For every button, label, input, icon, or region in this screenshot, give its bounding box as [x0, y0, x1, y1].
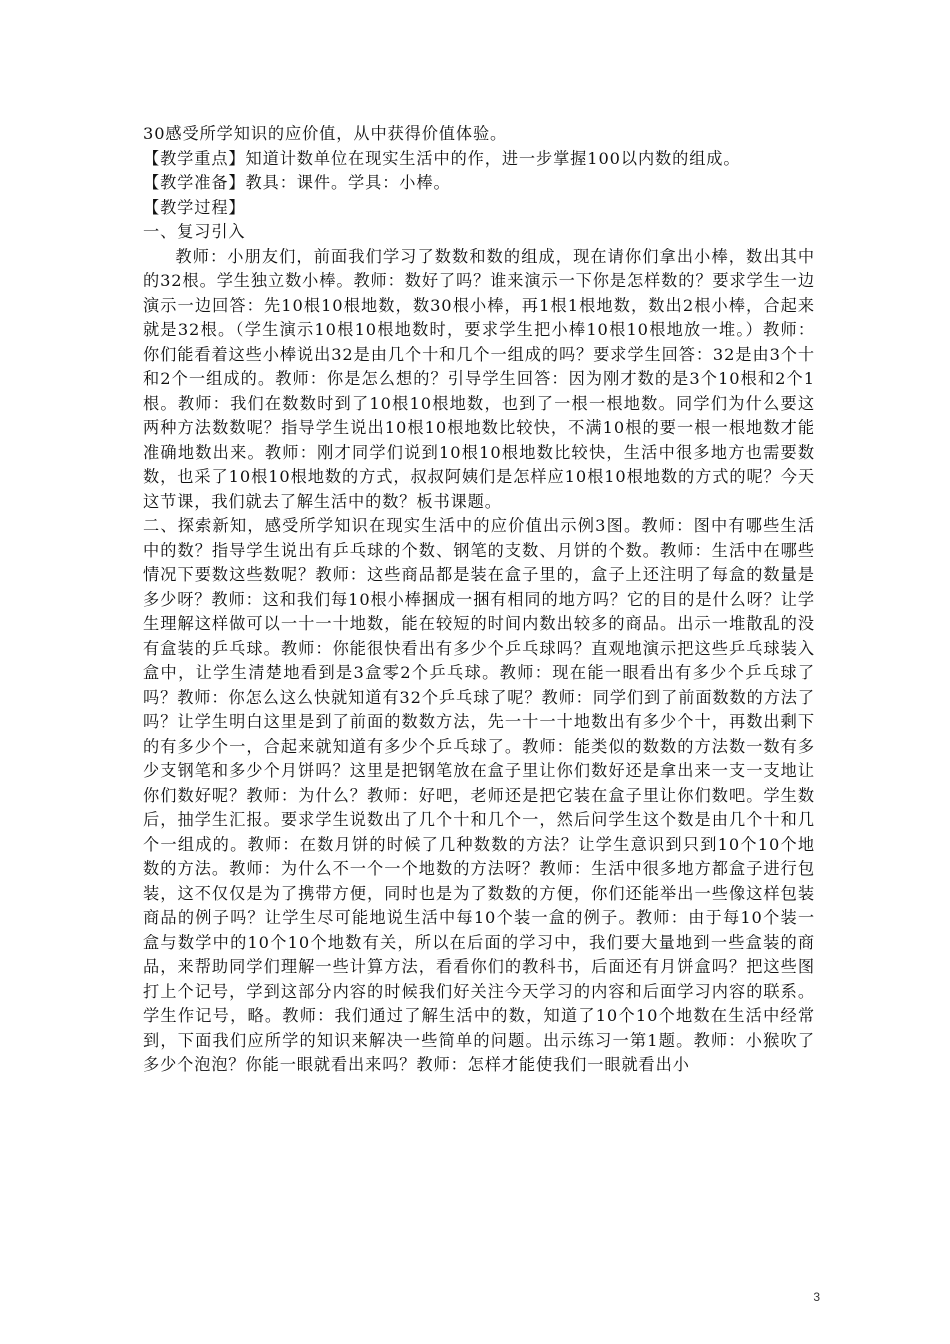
paragraph-goal-tail: 30感受所学知识的应价值，从中获得价值体验。 [143, 124, 508, 143]
document-body [143, 122, 815, 1078]
paragraph-key-points: 【教学重点】知道计数单位在现实生活中的作，进一步掌握100以内数的组成。 [143, 148, 741, 168]
page-number: 3 [813, 1290, 820, 1304]
paragraph-review-body: 教师：小朋友们，前面我们学习了数数和数的组成，现在请你们拿出小棒，数出其中的32根。学生独立数小棒。教师：数好了吗？谁来演示一下你是怎样数的？要求学生一边演示一边回答：先10根10根地数，数30根小棒，再1根1根地数，数出2根小棒，合起来就是32根。（学生演示10根10根地数时，要求学生把小棒10根10根地放一堆。）教师：你们能看着这些小棒说出32是由几个十和几个一组成的吗？要求学生回答：32是由3个十和2个一组成的。教师：你是怎么想的？引导学生回答：因为刚才数的是3个10根和2个1根。教师：我们在数数时到了10根10根地数，也到了一根一根地数。同学们为什么要这两种方法数数呢？指导学生说出10根10根地数比较快，不满10根的要一根一根地数才能准确地数出来。教师：刚才同学们说到10根10根地数比较快，生活中很多地方也需要数数，也采了10根10根地数的方式，叔叔阿姨们是怎样应10根10根地数的方式的呢？今天这节课，我们就去了解生活中的数？板书课题。 [143, 246, 815, 511]
paragraph-process-heading: 【教学过程】 [143, 197, 246, 217]
paragraph-explore-body: 二、探索新知，感受所学知识在现实生活中的应价值出示例3图。教师：图中有哪些生活中的数？指导学生说出有乒乓球的个数、钢笔的支数、月饼的个数。教师：生活中在哪些情况下要数这些数呢？教师：这些商品都是装在盒子里的，盒子上还注明了每盒的数量是多少呀？教师：这和我们每10根小棒捆成一捆有相同的地方吗？它的目的是什么呀？让学生理解这样做可以一十一十地数，能在较短的时间内数出较多的商品。出示一堆散乱的没有盒装的乒乓球。教师：你能很快看出有多少个乒乓球吗？直观地演示把这些乒乓球装入盒中，让学生清楚地看到是3盒零2个乒乓球。教师：现在能一眼看出有多少个乒乓球了吗？教师：你怎么这么快就知道有32个乒乓球了呢？教师：同学们到了前面数数的方法了吗？让学生明白这里是到了前面的数数方法，先一十一十地数出有多少个十，再数出剩下的有多少个一，合起来就知道有多少个乒乓球了。教师：能类似的数数的方法数一数有多少支钢笔和多少个月饼吗？这里是把钢笔放在盒子里让你们数好还是拿出来一支一支地让你们数好呢？教师：为什么？教师：好吧，老师还是把它装在盒子里让你们数吧。学生数后，抽学生汇报。要求学生说数出了几个十和几个一，然后问学生这个数是由几个十和几个一组成的。教师：在数月饼的时候了几种数数的方法？让学生意识到只到10个10个地数的方法。教师：为什么不一个一个地数的方法呀？教师：生活中很多地方都盒子进行包装，这不仅仅是为了携带方便，同时也是为了数数的方便，你们还能举出一些像这样包装商品的例子吗？让学生尽可能地说生活中每10个装一盒的例子。教师：由于每10个装一盒与数学中的10个10个地数有关，所以在后面的学习中，我们要大量地到一些盒装的商品，来帮助同学们理解一些计算方法，看看你们的教科书，后面还有月饼盒吗？把这些图打上个记号，学到这部分内容的时候我们好关注今天学习的内容和后面学习内容的联系。学生作记号，略。教师：我们通过了解生活中的数，知道了10个10个地数在生活中经常到，下面我们应所学的知识来解决一些简单的问题。出示练习一第1题。教师：小猴吹了多少个泡泡？你能一眼就看出来吗？教师：怎样才能使我们一眼就看出小 [143, 516, 815, 1074]
paragraph-preparation: 【教学准备】教具：课件。学具：小棒。 [143, 173, 451, 192]
section-heading-review: 一、复习引入 [143, 222, 246, 241]
